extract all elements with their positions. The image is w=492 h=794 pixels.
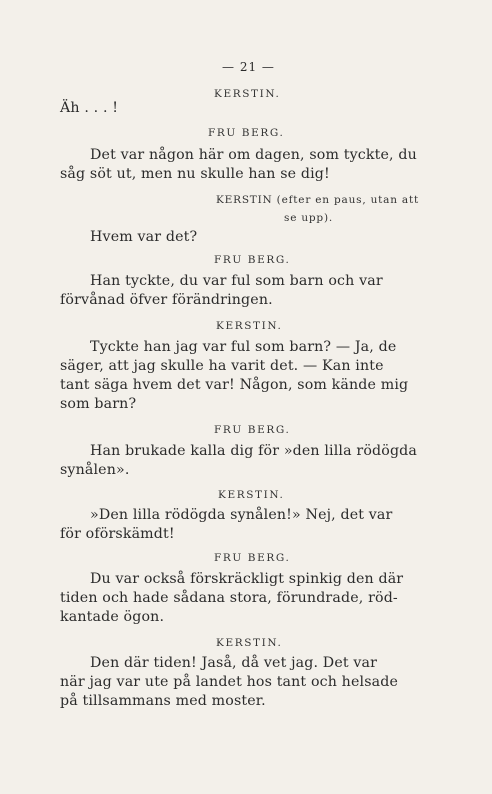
speaker-name: FRU BERG. [214, 552, 291, 564]
dialogue-line: Han brukade kalla dig för »den lilla rödögda [90, 443, 418, 459]
dialogue-line: synålen». [60, 462, 130, 478]
dialogue-line: Tyckte han jag var ful som barn? — Ja, de [90, 339, 397, 355]
speaker-name: KERSTIN. [214, 88, 281, 100]
dialogue-line: tiden och hade sådana stora, förundrade, röd- [60, 590, 398, 606]
dialogue-line: för oförskämdt! [60, 526, 175, 542]
dialogue-line: Den där tiden! Jaså, då vet jag. Det var [90, 655, 378, 671]
dialogue-line: Äh . . . ! [60, 100, 119, 116]
dialogue-line: på tillsammans med moster. [60, 693, 266, 709]
speaker-name: FRU BERG. [214, 254, 291, 266]
stage-direction: se upp). [284, 212, 333, 224]
dialogue-line: säger, att jag skulle ha varit det. — Kan inte [60, 358, 384, 374]
dialogue-line: Hvem var det? [90, 229, 198, 245]
dialogue-line: kantade ögon. [60, 609, 165, 625]
dialogue-line: förvånad öfver förändringen. [60, 292, 273, 308]
dialogue-line: Han tyckte, du var ful som barn och var [90, 273, 383, 289]
dialogue-line: »Den lilla rödögda synålen!» Nej, det var [90, 507, 393, 523]
dialogue-line: tant säga hvem det var! Någon, som kände mig [60, 377, 409, 393]
dialogue-line: såg söt ut, men nu skulle han se dig! [60, 166, 330, 182]
dialogue-line: när jag var ute på landet hos tant och helsade [60, 674, 399, 690]
dialogue-line: som barn? [60, 396, 137, 412]
page-number: — 21 — [222, 60, 275, 74]
dialogue-line: Det var någon här om dagen, som tyckte, du [90, 147, 417, 163]
speaker-name: FRU BERG. [214, 424, 291, 436]
speaker-name: KERSTIN. [216, 320, 283, 332]
stage-direction: KERSTIN (efter en paus, utan att [216, 194, 420, 206]
speaker-name: KERSTIN. [218, 489, 285, 501]
speaker-name: FRU BERG. [208, 127, 285, 139]
dialogue-line: Du var också förskräckligt spinkig den där [90, 571, 404, 587]
speaker-name: KERSTIN. [216, 637, 283, 649]
